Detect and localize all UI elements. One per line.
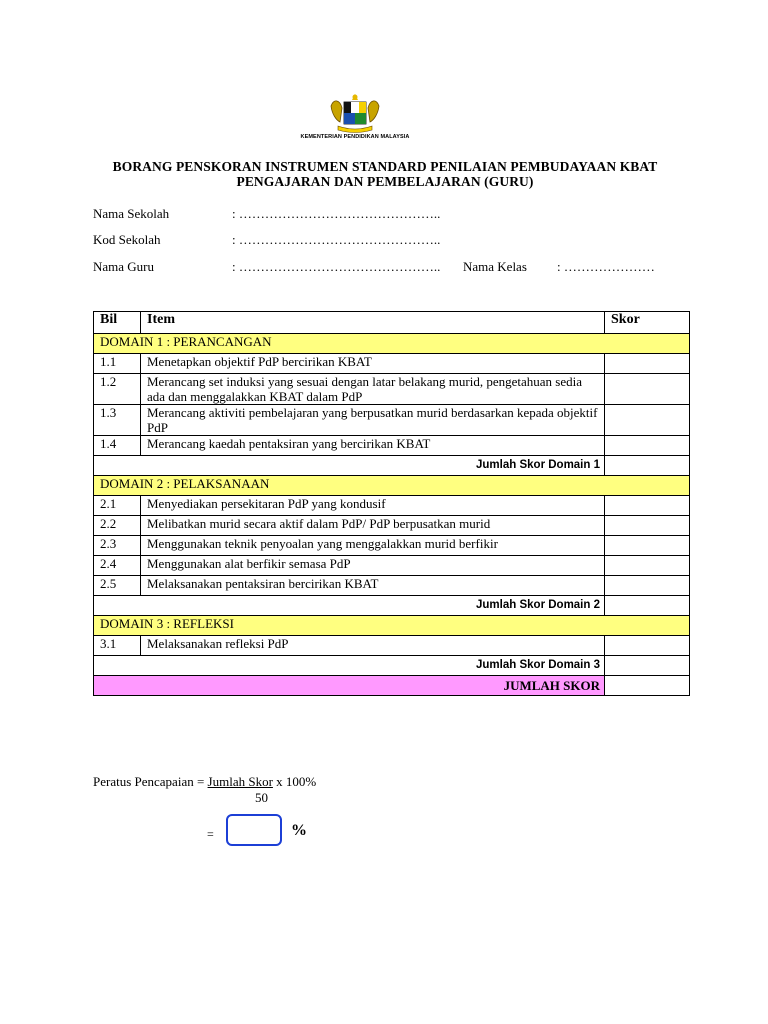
row-item: Menggunakan teknik penyoalan yang menggalakkan murid berfikir: [141, 536, 605, 556]
domain3-title: DOMAIN 3 : REFLEKSI: [94, 616, 690, 636]
skor-cell[interactable]: [605, 576, 690, 596]
skor-cell[interactable]: [605, 536, 690, 556]
table-row: [94, 374, 690, 405]
skor-cell[interactable]: [605, 405, 690, 436]
nama-sekolah-field[interactable]: : ………………………………………..: [232, 206, 441, 221]
skor-cell[interactable]: [605, 496, 690, 516]
formula-multiplier: x 100%: [272, 774, 317, 789]
row-item: Melaksanakan pentaksiran bercirikan KBAT: [141, 576, 605, 596]
table-row: [94, 436, 690, 456]
skor-cell[interactable]: [605, 516, 690, 536]
row-bil: 2.5: [94, 576, 141, 596]
row-bil: 1.1: [94, 354, 141, 374]
skor-cell[interactable]: [605, 556, 690, 576]
domain1-total-row: [94, 456, 690, 476]
row-item: Menggunakan alat berfikir semasa PdP: [141, 556, 605, 576]
domain2-title: DOMAIN 2 : PELAKSANAAN: [94, 476, 690, 496]
skor-cell[interactable]: [605, 374, 690, 405]
row-bil: 2.3: [94, 536, 141, 556]
nama-sekolah-label: Nama Sekolah: [93, 206, 170, 221]
form-title-line2: PENGAJARAN DAN PEMBELAJARAN (GURU): [236, 174, 534, 189]
percentage-formula: [93, 774, 316, 790]
formula-numerator: Jumlah Skor: [207, 774, 273, 789]
domain2-total-label: Jumlah Skor Domain 2: [94, 596, 605, 616]
domain3-total-cell[interactable]: [605, 656, 690, 676]
table-row: [94, 516, 690, 536]
skor-cell[interactable]: [605, 354, 690, 374]
table-row: [94, 636, 690, 656]
nama-guru-field[interactable]: : ………………………………………..: [232, 259, 441, 274]
grand-total-label: JUMLAH SKOR: [94, 676, 605, 696]
header-item: Item: [141, 312, 605, 334]
domain1-row: [94, 334, 690, 354]
header-bil: Bil: [94, 312, 141, 334]
domain2-row: [94, 476, 690, 496]
equals-sign: =: [207, 827, 214, 841]
row-bil: 2.1: [94, 496, 141, 516]
table-row: [94, 405, 690, 436]
skor-cell[interactable]: [605, 436, 690, 456]
domain2-total-cell[interactable]: [605, 596, 690, 616]
nama-guru-label: Nama Guru: [93, 259, 155, 274]
percent-sign: %: [291, 822, 307, 839]
row-item: Menyediakan persekitaran PdP yang kondusif: [141, 496, 605, 516]
coat-of-arms-logo: [328, 92, 382, 134]
table-header-row: [94, 312, 690, 334]
table-row: [94, 556, 690, 576]
nama-kelas-label: Nama Kelas: [463, 259, 527, 274]
domain1-total-cell[interactable]: [605, 456, 690, 476]
grand-total-cell[interactable]: [605, 676, 690, 696]
nama-kelas-field[interactable]: : …………………: [557, 259, 655, 274]
row-bil: 2.2: [94, 516, 141, 536]
kod-sekolah-label: Kod Sekolah: [93, 232, 161, 247]
table-row: [94, 354, 690, 374]
domain1-title: DOMAIN 1 : PERANCANGAN: [94, 334, 690, 354]
domain1-total-label: Jumlah Skor Domain 1: [94, 456, 605, 476]
scoring-table: [93, 311, 690, 696]
table-row: [94, 536, 690, 556]
table-row: [94, 496, 690, 516]
row-item: Menetapkan objektif PdP bercirikan KBAT: [141, 354, 605, 374]
row-bil: 2.4: [94, 556, 141, 576]
grand-total-row: [94, 676, 690, 696]
header-skor: Skor: [605, 312, 690, 334]
domain3-total-label: Jumlah Skor Domain 3: [94, 656, 605, 676]
row-bil: 3.1: [94, 636, 141, 656]
row-bil: 1.2: [94, 374, 141, 405]
kod-sekolah-field[interactable]: : ………………………………………..: [232, 232, 441, 247]
row-item: Merancang kaedah pentaksiran yang bercirikan KBAT: [141, 436, 605, 456]
ministry-name: KEMENTERIAN PENDIDIKAN MALAYSIA: [300, 134, 410, 140]
row-item: Merancang aktiviti pembelajaran yang berpusatkan murid berdasarkan kepada objektif PdP: [141, 405, 605, 436]
domain3-row: [94, 616, 690, 636]
domain2-total-row: [94, 596, 690, 616]
formula-label: Peratus Pencapaian =: [93, 774, 208, 789]
row-bil: 1.4: [94, 436, 141, 456]
row-item: Melaksanakan refleksi PdP: [141, 636, 605, 656]
row-item: Merancang set induksi yang sesuai dengan latar belakang murid, pengetahuan sedia ada dan menggalakkan KBAT dalam PdP: [141, 374, 605, 405]
skor-cell[interactable]: [605, 636, 690, 656]
result-box[interactable]: [226, 814, 282, 846]
formula-denominator: 50: [255, 790, 268, 805]
row-bil: 1.3: [94, 405, 141, 436]
row-item: Melibatkan murid secara aktif dalam PdP/ PdP berpusatkan murid: [141, 516, 605, 536]
form-title-line1: BORANG PENSKORAN INSTRUMEN STANDARD PENILAIAN PEMBUDAYAAN KBAT: [112, 159, 658, 174]
domain3-total-row: [94, 656, 690, 676]
table-row: [94, 576, 690, 596]
